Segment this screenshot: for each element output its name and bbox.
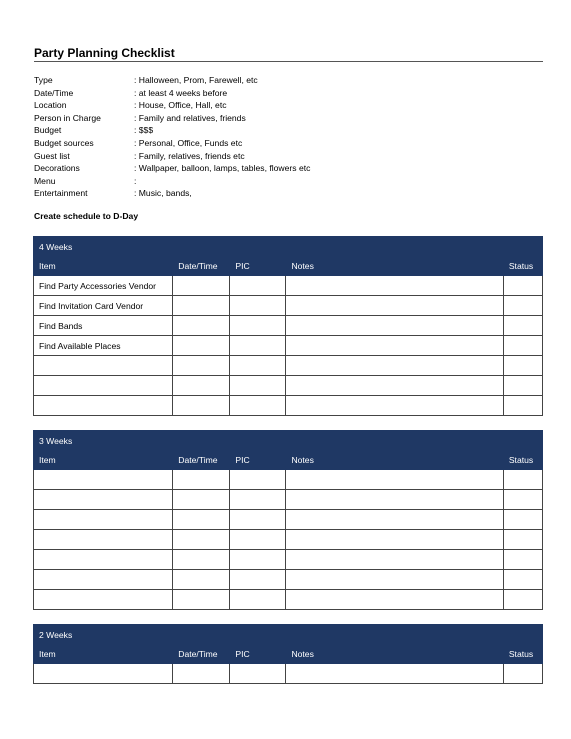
info-label: Menu [34,175,56,186]
notes-column-header: Notes [286,645,503,664]
notes-cell[interactable] [286,316,503,336]
schedule-table-4-weeks [33,236,543,416]
info-value: : $$$ [134,125,154,136]
info-row-guest-list [34,150,310,163]
notes-column-header: Notes [286,451,503,470]
pic-column-header: PIC [230,645,286,664]
date-time-cell[interactable] [173,376,230,396]
pic-cell[interactable] [230,296,286,316]
info-row-date-time [34,87,310,100]
info-row-type [34,74,310,87]
period-header-row [34,431,543,451]
item-cell[interactable] [34,376,173,396]
date-time-cell[interactable] [173,396,230,416]
pic-cell[interactable] [230,530,286,550]
date-time-column-header: Date/Time [173,451,230,470]
notes-cell[interactable] [286,530,503,550]
table-row [34,296,543,316]
table-row [34,356,543,376]
date-time-cell[interactable] [173,296,230,316]
status-cell[interactable] [503,550,542,570]
notes-cell[interactable] [286,550,503,570]
table-row [34,550,543,570]
info-row-entertainment [34,187,310,200]
item-cell[interactable] [34,490,173,510]
date-time-cell[interactable] [173,316,230,336]
pic-cell[interactable] [230,510,286,530]
table-row [34,396,543,416]
date-time-column-header: Date/Time [173,257,230,276]
info-value: : Personal, Office, Funds etc [134,137,243,148]
info-value: : Halloween, Prom, Farewell, etc [134,75,258,85]
date-time-column-header: Date/Time [173,645,230,664]
item-cell[interactable] [34,570,173,590]
schedule-table-2-weeks [33,624,543,684]
column-header-row [34,451,543,470]
status-column-header: Status [503,451,542,470]
item-cell[interactable]: Find Bands [34,316,173,336]
notes-column-header: Notes [286,257,503,276]
info-label: Date/Time [34,87,74,98]
notes-cell[interactable] [286,570,503,590]
info-label: Budget sources [34,137,94,148]
notes-cell[interactable] [286,490,503,510]
notes-cell[interactable] [286,336,503,356]
info-value: : at least 4 weeks before [134,87,228,98]
table-row [34,530,543,550]
pic-cell[interactable] [230,590,286,610]
period-label: 4 Weeks [34,237,543,257]
event-info-list [34,74,310,200]
item-cell[interactable] [34,510,173,530]
info-row-person-in-charge [34,112,310,125]
pic-cell[interactable] [230,664,286,684]
notes-cell[interactable] [286,470,503,490]
table-row [34,316,543,336]
item-cell[interactable] [34,590,173,610]
info-row-budget-sources [34,137,310,150]
table-row [34,570,543,590]
info-label: Budget [34,125,62,136]
title-underline [34,61,543,62]
status-column-header: Status [503,257,542,276]
notes-cell[interactable] [286,664,503,684]
notes-cell[interactable] [286,510,503,530]
item-column-header: Item [34,645,173,664]
table-row [34,336,543,356]
status-cell[interactable] [503,356,542,376]
info-value: : Music, bands, [134,188,192,199]
pic-cell[interactable] [230,570,286,590]
pic-cell[interactable] [230,276,286,296]
period-header-row [34,237,543,257]
table-row [34,470,543,490]
date-time-cell[interactable] [173,550,230,570]
status-cell[interactable] [503,530,542,550]
item-cell[interactable] [34,664,173,684]
item-cell[interactable] [34,470,173,490]
schedule-table-3-weeks [33,430,543,610]
item-cell[interactable]: Find Invitation Card Vendor [34,296,173,316]
pic-column-header: PIC [230,257,286,276]
table-row [34,664,543,684]
date-time-cell[interactable] [173,336,230,356]
table-row [34,276,543,296]
notes-cell[interactable] [286,296,503,316]
item-column-header: Item [34,257,173,276]
info-value: : [134,175,137,186]
date-time-cell[interactable] [173,276,230,296]
period-label: 2 Weeks [34,625,543,645]
info-label: Entertainment [34,188,88,199]
status-cell[interactable] [503,590,542,610]
status-cell[interactable] [503,316,542,336]
pic-cell[interactable] [230,550,286,570]
item-cell[interactable]: Find Party Accessories Vendor [34,276,173,296]
info-row-location [34,99,310,112]
notes-cell[interactable] [286,276,503,296]
period-header-row [34,625,543,645]
date-time-cell[interactable] [173,530,230,550]
info-label: Type [34,75,53,85]
status-cell[interactable] [503,490,542,510]
status-cell[interactable] [503,296,542,316]
pic-cell[interactable] [230,490,286,510]
info-value: : Family and relatives, friends [134,112,246,123]
table-row [34,490,543,510]
status-cell[interactable] [503,396,542,416]
status-cell[interactable] [503,276,542,296]
date-time-cell[interactable] [173,664,230,684]
notes-cell[interactable] [286,590,503,610]
column-header-row [34,257,543,276]
table-row [34,510,543,530]
info-label: Person in Charge [34,112,101,123]
info-label: Location [34,100,67,111]
info-value: : Wallpaper, balloon, lamps, tables, flowers etc [134,163,311,174]
table-row [34,590,543,610]
pic-cell[interactable] [230,470,286,490]
date-time-cell[interactable] [173,490,230,510]
item-cell[interactable]: Find Available Places [34,336,173,356]
column-header-row [34,645,543,664]
info-value: : House, Office, Hall, etc [134,100,227,111]
page-title: Party Planning Checklist [34,46,175,60]
item-cell[interactable] [34,550,173,570]
status-cell[interactable] [503,570,542,590]
pic-cell[interactable] [230,316,286,336]
info-label: Decorations [34,163,80,174]
info-row-menu [34,175,310,188]
item-cell[interactable] [34,356,173,376]
status-cell[interactable] [503,376,542,396]
info-row-budget [34,124,310,137]
pic-cell[interactable] [230,396,286,416]
table-row [34,376,543,396]
schedule-heading: Create schedule to D-Day [34,211,139,221]
info-row-decorations [34,162,310,175]
status-column-header: Status [503,645,542,664]
pic-cell[interactable] [230,376,286,396]
status-cell[interactable] [503,336,542,356]
date-time-cell[interactable] [173,356,230,376]
info-label: Guest list [34,150,70,161]
date-time-cell[interactable] [173,590,230,610]
date-time-cell[interactable] [173,470,230,490]
pic-cell[interactable] [230,336,286,356]
item-column-header: Item [34,451,173,470]
status-cell[interactable] [503,664,542,684]
status-cell[interactable] [503,470,542,490]
period-label: 3 Weeks [34,431,543,451]
notes-cell[interactable] [286,356,503,376]
notes-cell[interactable] [286,376,503,396]
status-cell[interactable] [503,510,542,530]
notes-cell[interactable] [286,396,503,416]
pic-cell[interactable] [230,356,286,376]
pic-column-header: PIC [230,451,286,470]
date-time-cell[interactable] [173,510,230,530]
date-time-cell[interactable] [173,570,230,590]
info-value: : Family, relatives, friends etc [134,150,245,161]
item-cell[interactable] [34,530,173,550]
item-cell[interactable] [34,396,173,416]
